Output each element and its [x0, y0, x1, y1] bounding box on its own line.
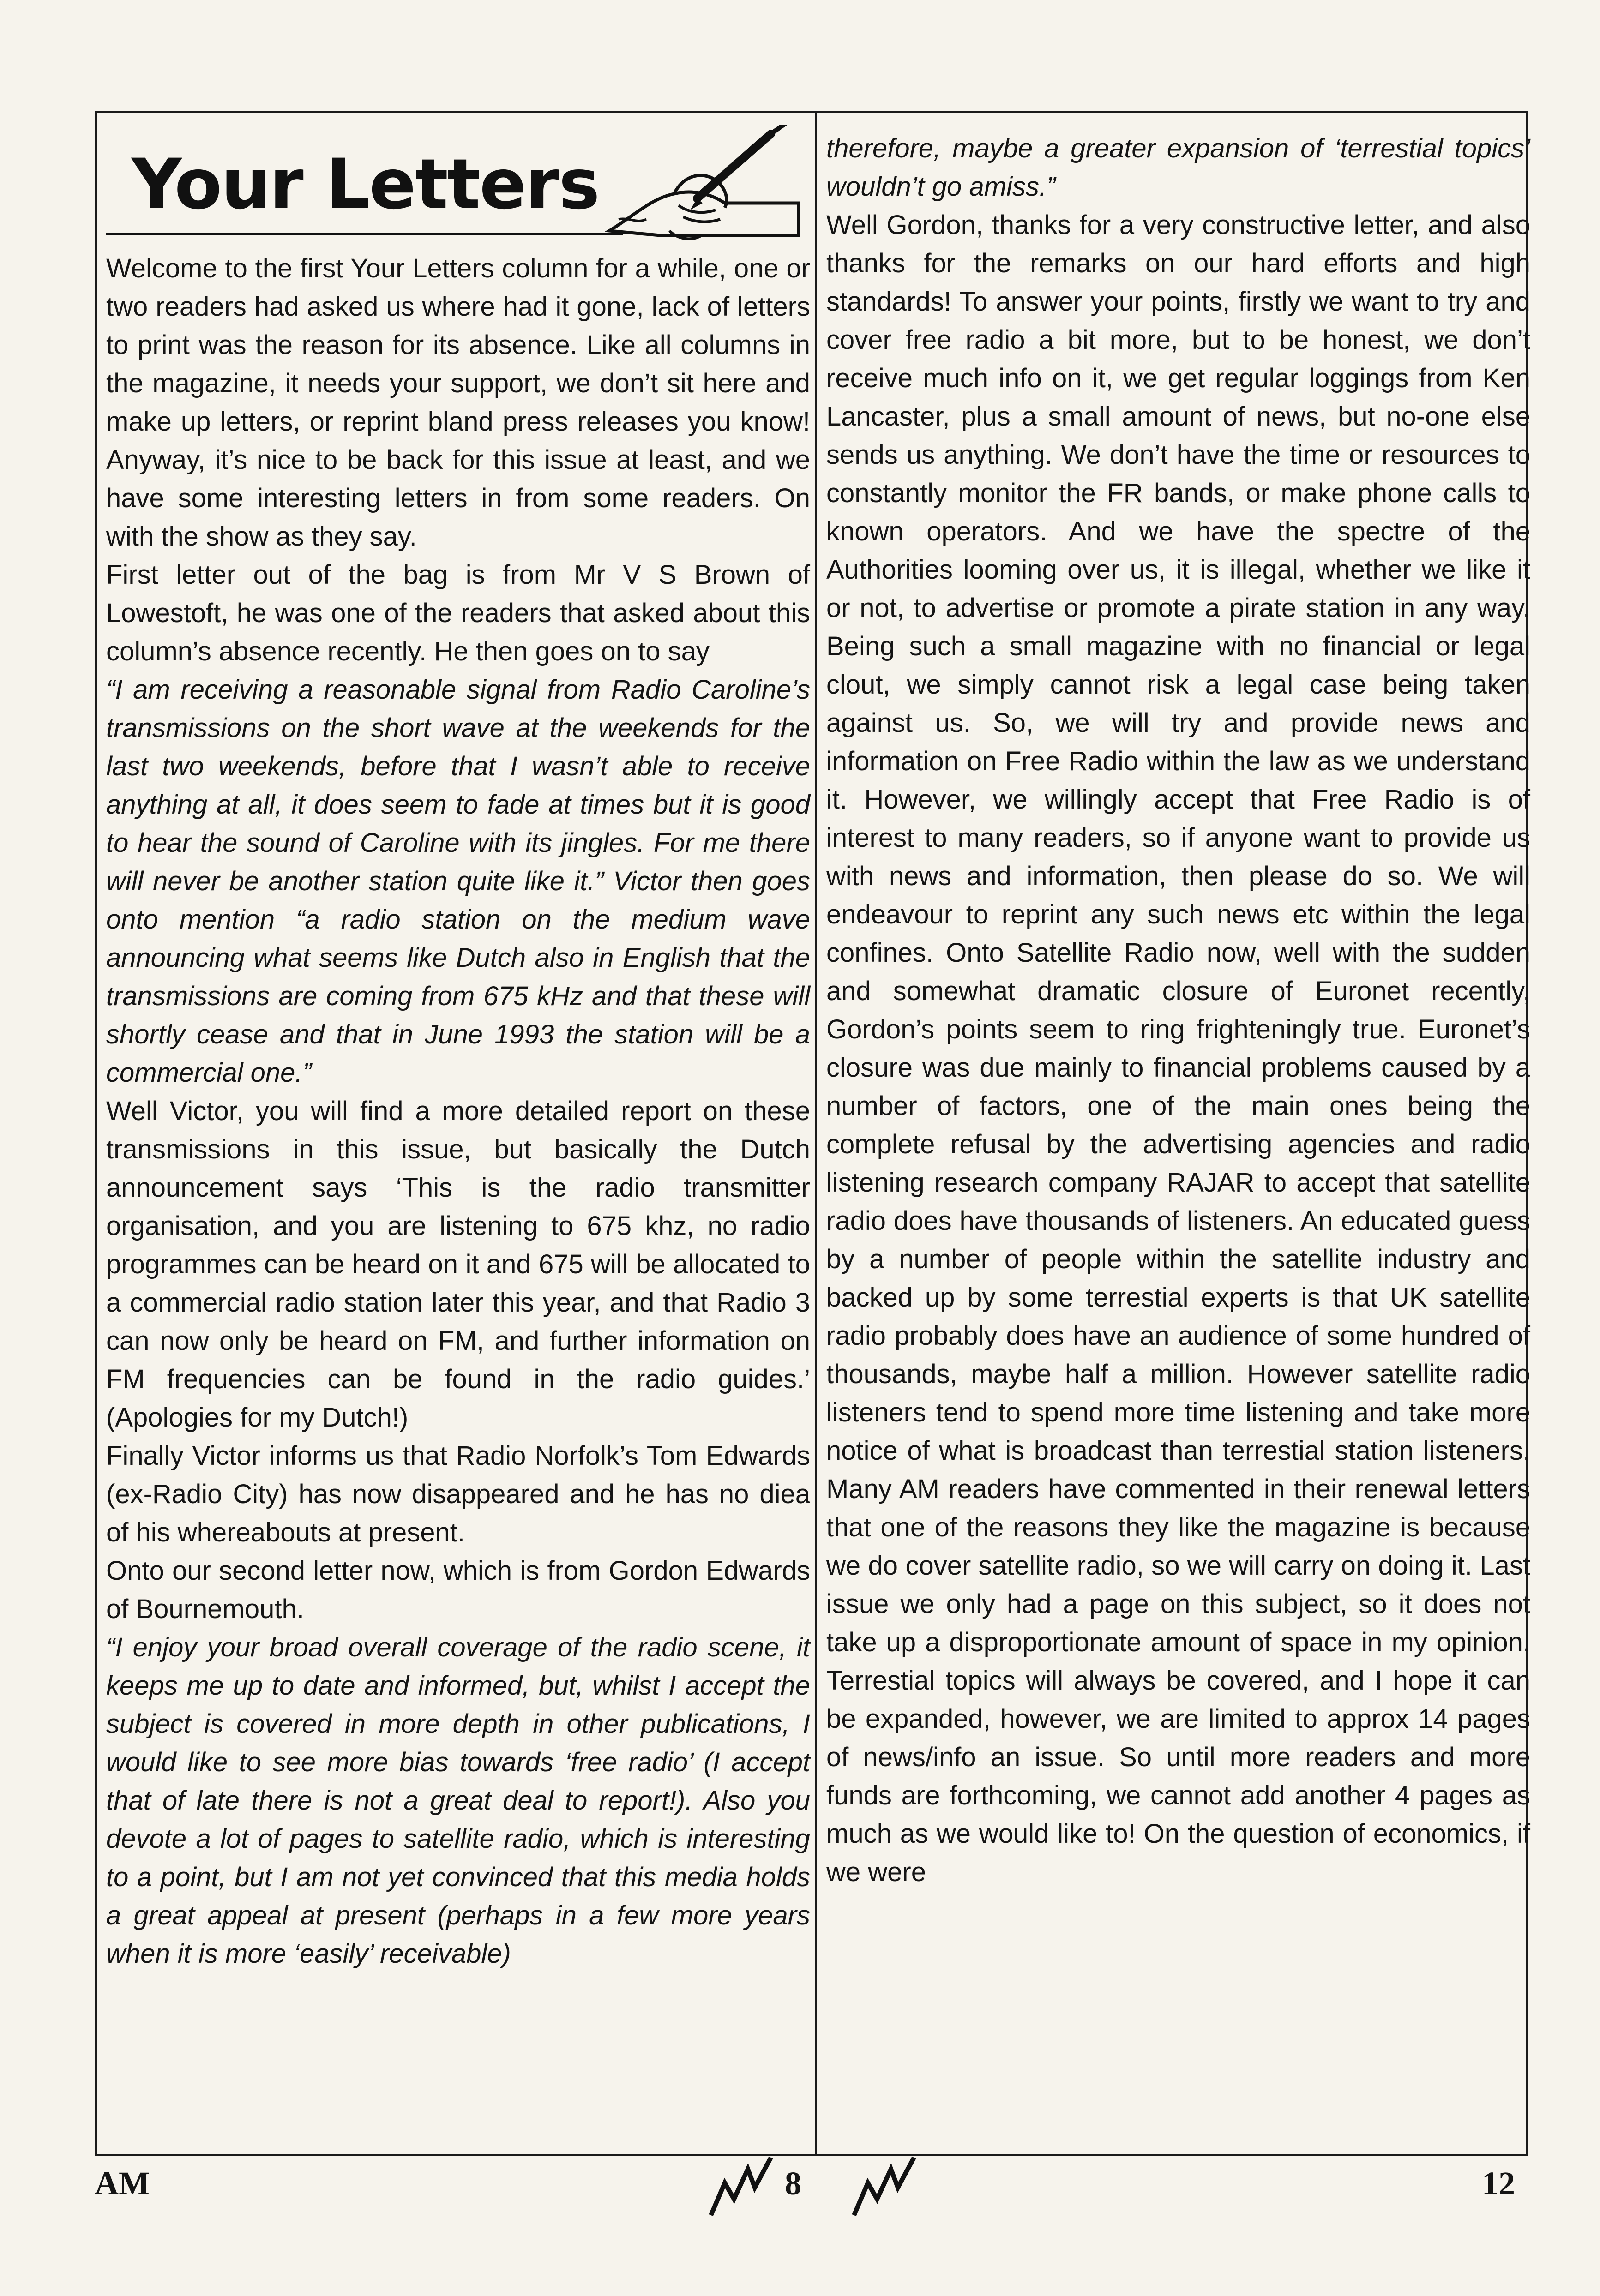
letter-2-reply: Well Gordon, thanks for a very constructive letter, and also thanks for the remarks on our hard efforts and high standards! To answer your points, firstly we want to try and cover free radio a bit more, but to be honest, we don’t receive much info on it, we get regular loggings from Ken Lancaster, plus a small amount of news, but no-one else sends us anything. We don’t have the time or resources to constantly monitor the FR bands, or make phone calls to known operators. And we have the spectre of the Authorities looming over us, it is illegal, whether we like it or not, to advertise or promote a pirate station in any way. Being such a small magazine with no financial or legal clout, we simply cannot risk a legal case being taken against us. So, we will try and provide news and information on Free Radio within the law as we understand it. However, we willingly accept that Free Radio is of interest to many readers, so if anyone want to provide us with news and information, then please do so. We will endeavour to reprint any such news etc within the legal confines. Onto Satellite Radio now, well with the sudden and somewhat dramatic closure of Euronet recently, Gordon’s points seem to ring frighteningly true. Euronet’s closure was due mainly to financial problems caused by a number of factors, one of the main ones being the complete refusal by the advertising agencies and radio listening research company RAJAR to accept that satellite radio does have thousands of listeners. An educated guess by a number of people within the satellite industry and backed up by some terrestial experts is that UK satellite radio probably does have an audience of some hundred of thousands, maybe half a million. However satellite radio listeners tend to spend more time listening and take more notice of what is broadcast than terrestial station listeners. Many AM readers have commented in their renewal letters that one of the reasons they like the magazine is because we do cover satellite radio, so we will carry on doing it. Last issue we only had a page on this subject, so it does not take up a disproportionate amount of space in my opinion. Terrestial topics will always be covered, and I hope it can be expanded, however, we are limited to approx 14 pages of news/info an issue. So until more readers and more funds are forthcoming, we cannot add another 4 pages as much as we would like to! On the question of economics, if we were	[826, 210, 1530, 1887]
letter-2-quote-continued	[826, 129, 1530, 206]
lightning-zigzag-icon	[849, 2155, 919, 2220]
intro-paragraph: Welcome to the first Your Letters column for a while, one or two readers had asked us where had it gone, lack of letters to print was the reason for its absence. Like all columns in the magazine, it needs your support, we don’t sit here and make up letters, or reprint bland press releases you know! Anyway, it’s nice to be back for this issue at least, and we have some interesting letters in from some readers. On with the show as they say.	[106, 253, 810, 552]
hand-writing-icon	[605, 125, 808, 245]
letter-1-quote-text: “I am receiving a reasonable signal from Radio Caroline’s transmissions on the short wave at the weekends for the last two weekends, before that I wasn’t able to receive anything at all, it does seem to fade at times but it is good to hear the sound of Caroline with its jingles. For me there will never be another station quite like it.” Victor then goes onto mention “a radio station on the medium wave announcing what seems like Dutch also in English that the transmissions are coming from 675 kHz and that these will shortly cease and that in June 1993 the station will be a commercial one.”	[106, 675, 810, 1088]
letter-1-intro: First letter out of the bag is from Mr V S Brown of Lowestoft, he was one of the readers that asked about this column’s absence recently. He then goes on to say	[106, 560, 810, 666]
column-divider	[815, 111, 817, 2156]
letter-1-quote	[106, 671, 810, 1092]
letter-1-closing: Finally Victor informs us that Radio Norfolk’s Tom Edwards (ex-Radio City) has now disappeared and he has no diea of his whereabouts at present.	[106, 1441, 810, 1547]
left-column	[106, 249, 810, 1973]
section-header	[106, 125, 789, 240]
page-footer	[0, 2151, 1600, 2243]
right-column	[826, 129, 1530, 1891]
letter-2-quote-end: therefore, maybe a greater expansion of ‘terrestial topics’ wouldn’t go amiss.”	[826, 133, 1530, 202]
letter-1-reply: Well Victor, you will find a more detailed report on these transmissions in this issue, but basically the Dutch announcement says ‘This is the radio transmitter organisation, and you are listening to 675 khz, no radio programmes can be heard on it and 675 will be allocated to a commercial radio station later this year, and that Radio 3 can now only be heard on FM, and further information on FM frequencies can be found in the radio guides.’ (Apologies for my Dutch!)	[106, 1096, 810, 1433]
footer-page-number: 8	[785, 2165, 801, 2202]
letter-2-intro: Onto our second letter now, which is from Gordon Edwards of Bournemouth.	[106, 1556, 810, 1624]
footer-magazine-name: AM	[95, 2165, 150, 2202]
lightning-zigzag-icon	[706, 2155, 776, 2220]
letter-2-quote	[106, 1628, 810, 1973]
title-underline	[106, 233, 623, 235]
page-title: Your Letters	[132, 144, 599, 225]
footer-issue-number: 12	[1482, 2165, 1515, 2202]
letter-2-quote-text: “I enjoy your broad overall coverage of the radio scene, it keeps me up to date and informed, but, whilst I accept the subject is covered in more depth in other publications, I would like to see more bias towards ‘free radio’ (I accept that of late there is not a great deal to report!). Also you devote a lot of pages to satellite radio, which is interesting to a point, but I am not yet convinced that this media holds a great appeal at present (perhaps in a few more years when it is more ‘easily’ receivable)	[106, 1632, 810, 1969]
